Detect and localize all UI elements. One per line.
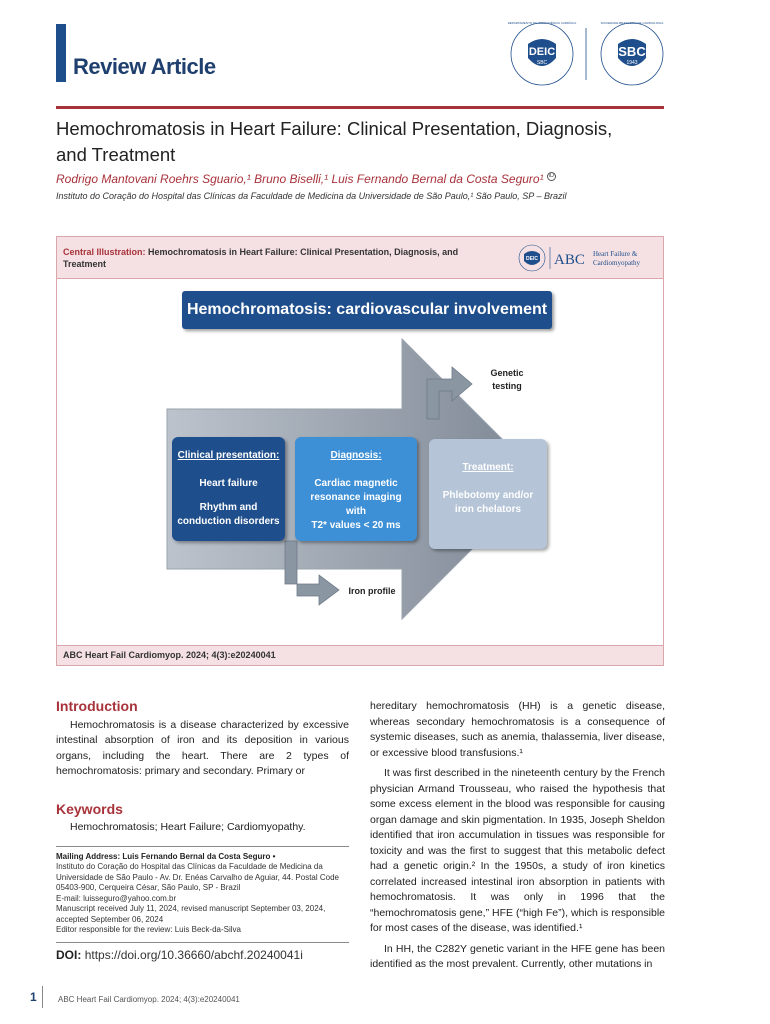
email-link[interactable]: E-mail: luisseguro@yahoo.com.br: [56, 893, 177, 903]
society-logos: [508, 18, 668, 90]
treatment-box: [429, 439, 547, 549]
mailing-address: Instituto do Coração do Hospital das Clínicas da Faculdade de Medicina da Universidade de São Paulo - Av. Dr. Enéas Carvalho de Aguiar, 44. Postal Code 05403-900, Cerqueira César, São Paulo, SP - Brazil: [56, 862, 339, 892]
sbc-logo-text: SBC: [618, 44, 646, 59]
journal-logo-abbr: ABC: [554, 252, 585, 268]
header-rule: [56, 106, 664, 109]
central-illustration-caption: [63, 246, 493, 270]
diagram-banner: Hemochromatosis: cardiovascular involvement: [182, 291, 552, 329]
iron-profile-label: Iron profile: [348, 586, 396, 596]
diagnosis-line-1: Cardiac magnetic: [314, 478, 398, 489]
sbc-logo: [601, 21, 664, 85]
mailing-address-block: [56, 846, 349, 936]
clinical-presentation-box: [172, 437, 285, 541]
title-line-2: and Treatment: [56, 144, 176, 165]
keywords-heading: Keywords: [56, 800, 123, 817]
central-illustration-footer: [57, 645, 663, 665]
footer-journal-citation: ABC Heart Fail Cardiomyop. 2024; 4(3):e20240041: [58, 995, 240, 1004]
editor-responsible: Editor responsible for the review: Luis Beck-da-Silva: [56, 925, 241, 934]
left-column: [56, 699, 349, 963]
body-paragraph-2: It was first described in the nineteenth century by the French physician Armand Trousseau, who raised the hypothesis that some excess element in the blood was responsible for causing organ damage and skin pigmentation. In 1935, Joseph Sheldon identified that iron accumulation in tissues was responsible for toxicity and was the first to suggest that this metabolic defect had a genetic origin.² In the 1950s, a study of iron kinetics correlated increased intestinal iron absorption in patients with hemochromatosis. It was only in 1996 that the “hemochromatosis gene,” HFE (“high Fe”), which is responsible for most cases of the disease, was identified.¹: [370, 767, 665, 934]
diagnosis-line-4: T2* values < 20 ms: [311, 520, 401, 531]
genetic-testing-label: [477, 367, 537, 393]
doi-label: DOI:: [56, 947, 82, 962]
article-title: [56, 116, 676, 168]
footer-divider: [42, 986, 43, 1008]
central-diagram: [57, 279, 663, 645]
affiliation: Instituto do Coração do Hospital das Clínicas da Faculdade de Medicina da Universidade de São Paulo,¹ São Paulo, SP – Brazil: [56, 191, 567, 201]
genetic-line-2: testing: [492, 381, 522, 391]
journal-logo: [517, 243, 657, 273]
authors-text: Rodrigo Mantovani Roehrs Sguario,¹ Bruno Biselli,¹ Luis Fernando Bernal da Costa Seguro¹: [56, 172, 544, 186]
diagnosis-line-3: with: [346, 506, 366, 517]
body-paragraph-3: In HH, the C282Y genetic variant in the HFE gene has been identified as the most prevalent. Currently, other mutations in: [370, 942, 665, 970]
diagnosis-heading: Diagnosis:: [330, 450, 382, 461]
keywords-text: Hemochromatosis; Heart Failure; Cardiomyopathy.: [70, 821, 306, 833]
sbc-logo-ring: SOCIEDADE BRASILEIRA DE CARDIOLOGIA: [600, 21, 664, 25]
diagnosis-box: [295, 437, 417, 541]
treatment-line-1: Phlebotomy and/or: [442, 490, 534, 501]
clinical-heading: Clinical presentation:: [177, 450, 280, 461]
deic-logo-ring: DEPARTAMENTO DE INSUFICIÊNCIA CARDÍACA: [508, 21, 577, 25]
orcid-icon[interactable]: iD: [548, 173, 555, 179]
deic-logo: [508, 20, 576, 85]
central-illustration-header: [57, 237, 663, 279]
deic-logo-text: DEIC: [528, 46, 556, 58]
clinical-item-1: Heart failure: [199, 478, 258, 489]
central-illustration: [56, 236, 664, 666]
central-illustration-label: Central Illustration:: [63, 247, 146, 257]
doi-link[interactable]: https://doi.org/10.36660/abchf.20240041i: [84, 947, 303, 962]
treatment-heading: Treatment:: [462, 462, 514, 473]
header-accent-bar: [56, 24, 66, 82]
sbc-logo-sub: 1943: [626, 60, 638, 66]
body-paragraph-1: hereditary hemochromatosis (HH) is a genetic disease, whereas secondary hemochromatosis is a consequence of systemic diseases, such as anemia, thalassemia, liver disease, or excessive blood transfusions.¹: [370, 700, 665, 759]
page-number: 1: [30, 990, 37, 1004]
deic-logo-sub: SBC: [536, 60, 548, 66]
treatment-line-2: iron chelators: [454, 504, 522, 515]
journal-logo-badge: DEIC: [526, 256, 538, 262]
title-line-1: Hemochromatosis in Heart Failure: Clinical Presentation, Diagnosis,: [56, 118, 613, 139]
central-illustration-citation: ABC Heart Fail Cardiomyop. 2024; 4(3):e20240041: [63, 650, 276, 660]
journal-logo-line2: Cardiomyopathy: [593, 259, 641, 267]
clinical-item-2b: conduction disorders: [177, 516, 280, 527]
genetic-line-1: Genetic: [490, 368, 524, 378]
diagnosis-line-2: resonance imaging: [310, 492, 402, 503]
introduction-text: Hemochromatosis is a disease characterized by excessive intestinal absorption of iron and its deposition in various organs, including the heart. There are 2 types of hemochromatosis: primary and secondary. Primary or: [56, 718, 349, 777]
section-label: Review Article: [73, 54, 216, 79]
author-list: [56, 172, 676, 186]
doi-block: [56, 942, 349, 964]
right-column: [370, 699, 665, 973]
mailing-label: Mailing Address: Luis Fernando Bernal da Costa Seguro •: [56, 851, 276, 861]
central-illustration-title: Hemochromatosis in Heart Failure: Clinical Presentation, Diagnosis, and Treatment: [63, 247, 459, 269]
introduction-heading: Introduction: [56, 698, 138, 714]
clinical-item-2a: Rhythm and: [199, 502, 258, 513]
manuscript-dates: Manuscript received July 11, 2024, revised manuscript September 03, 2024, accepted September 06, 2024: [56, 904, 326, 924]
journal-logo-line1: Heart Failure &: [593, 250, 638, 258]
